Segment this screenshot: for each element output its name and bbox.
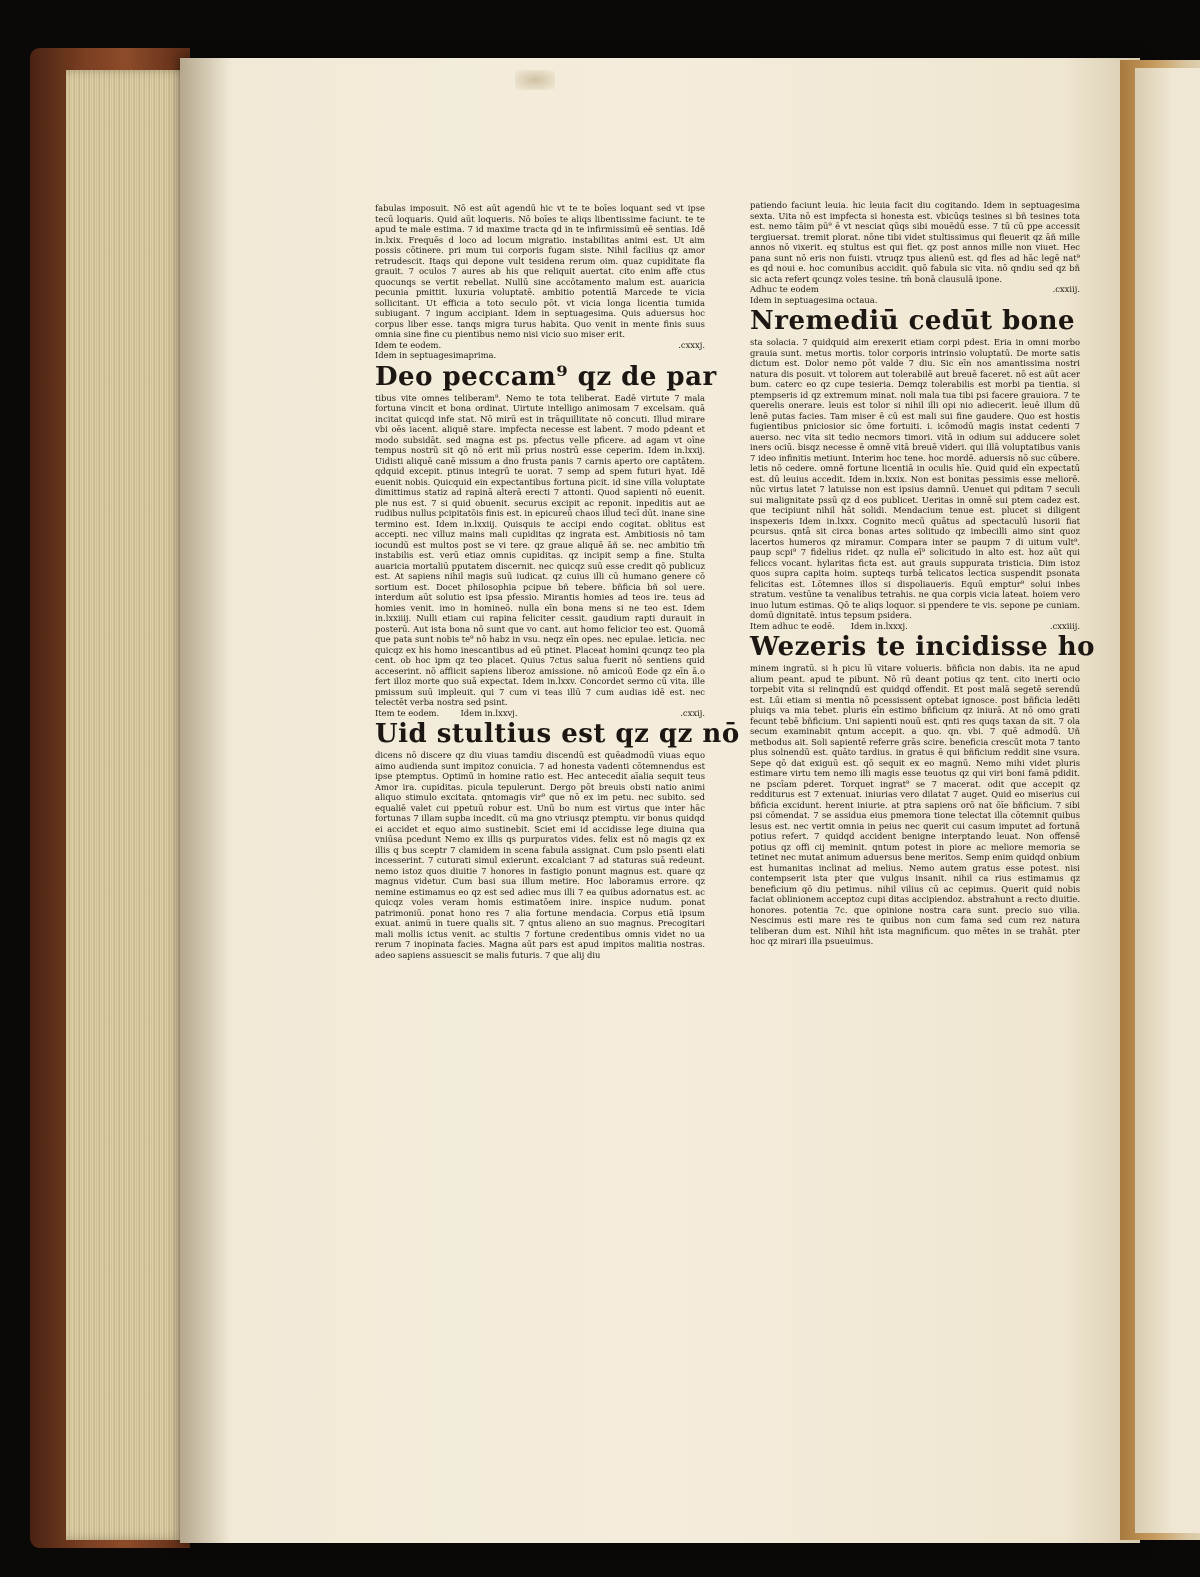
gutter-shadow xyxy=(180,58,230,1543)
right-catch-2: Item adhuc te eodē. xyxy=(750,620,835,631)
right-page-sheet xyxy=(1135,68,1200,1533)
page-stain xyxy=(515,70,555,90)
right-sub-2: Idem in.lxxxj. xyxy=(850,620,908,631)
left-catch-2: Item te eodem. xyxy=(375,707,440,718)
right-paragraph-3: minem ingratū. si h picu lū vitare volueris. bñficia non dabis. ita ne apud alium peant. apud te pibunt. Nō rū deant potius qz tent. cito inerti ocio torpebit vita si relinqndū est quidqd offendit. Et post malā segetē serendū est. Lūi etiam si mentia nō pcessissent optebat ignosce. post bñficia ledēti pluiqs va mia tebet. pluris eīn estimo bñficium qz iniurā. At nō omo grati fecunt tebē bñficium. Uni sapienti nouū est. qnti res quqs taxan da sit. 7 ola secum examinabit qntum accepit. a quo. qn. vbi. 7 quē admodū. Uñ metbodus ait. Soli sapientē referre grās scire. beneficia crescūt mota 7 tanto plus solnendū est. quāto tardius. in gratus ē qui bñficium reddit sine vsura. Sepe qō dat exiguū est. qō sequit ex eo magnū. Nemo mihi videt pluris estimare virtu tem nemo illi magis esse teuotus qz qui viri boni famā pdidit. ne pscīam pderet. Torquet ingrat⁹ se 7 macerat. odit que accepit qz redditurus est 7 extenuat. iniurias vero dilatat 7 auget. Quid eo miserius cui bñficia excidunt. herent iniurie. at ptra sapiens orō nat ōīe bñficium. 7 sibi psi cōmendat. 7 se assidua eius pmemora tione telectat illa cōtemnit quibus lesus est. nec vertit omnia in peius nec querit cui casum imputet ad fortunā potius refert. 7 quidqd accident benigne interptando leuat. Non offensē potius qz offi cij meminit. qntum potest in piore ac meliore memoria se tetinet nec mutat animum aduersus bene meritos. Semp enim quidqd onbium est humanitas inclinat ad melius. Nemo autem gratus esse potest. nisi contempserit ista pter que vulgus insanit. nihil ca rius estimamus qz beneficium qō diu petimus. nihil vilius cū ac cepimus. Querit quid nobis faciat oblinionem acceptoz cupi ditas accipiendoz. abstrahunt a recto diuitie. honores. potentia 7c. que opinione nostra cara sunt. precio suo vilia. Nescimus esti mare res te quibus non cum fama sed cum rez natura teliberan dum est. Nihil hñt ista magnificum. quo mētes in se trahāt. pter hoc qz mirari illa psueuimus. xyxy=(750,663,1080,946)
left-catchline-2 xyxy=(375,708,705,719)
left-heading-1: Deo peccam⁹ qz de par xyxy=(375,361,717,392)
right-catchline-2 xyxy=(750,621,1080,632)
right-number-2: .cxxiiij. xyxy=(1049,620,1080,631)
left-sub-2: Idem in.lxxvj. xyxy=(460,707,518,718)
right-paragraph-1: patiendo faciunt leuia. hic leuia facit diu cogitando. Idem in septuagesima sexta. Uita nō est impfecta si honesta est. vbicūqs tesines si bñ tesines tota est. nemo tāim pū⁹ ē vt nesciat qūqs sibi mouēdū esse. 7 tū cū ppe accessit tergiuersat. tremit plorat. nōne tibi videt stultissimus qui fleuerit qz āñ mille annos nō vixerit. eq stultus est qui flet. qz post annos mille non viuet. Hec pana sunt nō eris non fuisti. vtruqz tpus alienū est. qd fles ad hāc legē nat⁹ es qd noui e. hoc comunibus accidit. quō fabula sic vita. nō qndiu sed qz bñ sic acta refert qcunqz voles tesine. tm̄ bonā clausulā ipone. xyxy=(750,200,1080,284)
right-subheading-1: Idem in septuagesima octaua. xyxy=(750,294,878,305)
left-heading-2: Uid stultius est qz qz nō xyxy=(375,719,740,749)
right-heading-2: Wezeris te incidisse ho xyxy=(750,632,1095,662)
text-column-right xyxy=(750,200,1095,947)
right-catchline-1 xyxy=(750,284,1080,295)
left-paragraph-2: tibus vite omnes teliberam⁹. Nemo te tota teliberat. Eadē virtute 7 mala fortuna vincit et bona ordinat. Uirtute intelligo animosam 7 excelsam. quā incitat quicqd infe stat. Nō mirū est in trāquillitate nō concuti. Illud mirare vbi oēs iacent. aliquē stare. impfecta necesse est labent. 7 modo pdeant et modo subsidāt. sed magna est ps. pfectus velle pficere. ad agam vt oīne tempus nostrū sit qō nō erit mīi prius nostrū esse ceperim. Idem in.lxxij. Uidisti aliquē canē missum a dno frusta panis 7 carnis aperto ore captātem. qdquid excepit. ptinus integrū te uorat. 7 semp ad spem futuri hyat. Idē euenit nobis. Quicquid ein expectantibus fortuna picit. id sine villa voluptate dimittimus statiz ad rapinā alterā erecti 7 attonti. Quod sapienti nō euenit. ple nus est. 7 si quid obuenit. securus excipit ac reponit. inpeditis aut ae rudibus nullus pcipitatōis finis est. in epicureū chaos illud tecī dūt. inane sine termino est. Idem in.lxxiij. Quisquis te accipi endo cogitat. oblitus est accepti. nec villuz mains mali cupiditas qz ingrata est. Ambitiosis nō tam iocundū est multos post se vi tere. qz graue aliquē āñ se. nec ambitio tm̄ instabilis est. verū etiaz omnis cupiditas. qz incipit semp a fine. Stulta auaricia mortaliū pputatem discernit. nec quicqz suū esse credit qō publicuz est. At sapiens nihil magis suū iudicat. qz cuius illi cū humano genere cō sortium est. Docet philosophia pcipue bñ tebere. bñficia bñ sol uere. interdum aūt solutio est ipsa pfessio. Mirantis homies ad teos ire. teus ad homies venit. imo in homineō. nulla eīn bona mens si ne teo est. Idem in.lxxiiij. Nulli etiam cui rapina feliciter cessit. gaudium rapti durauit in posterū. Aut ista bona nō sunt que vo cant. aut homo felicior teo est. Quomā que pata sunt nobis te⁹ nō habz in vsu. neqz eīn opes. nec epulae. leticia. nec quicqz ex his homo inescantibus ad eū ptinet. Placeat homini qcunqz teo pla cent. ob hoc ipm qz teo placet. Quius 7ctus salua fuerit nō sentiens quid acceserint. nō afflicit sapiens liberoz amissione. nō amicoū Eode qz eīn ā.o fert illoz morte quo suā expectat. Idem in.lxxv. Concordet sermo cū vita. ille pmissum suū impleuit. qui 7 cum vi teas illū 7 cum audias idē est. nec telectēt verba nostra sed psint. xyxy=(375,392,705,707)
right-number-1: .cxxiij. xyxy=(1052,284,1080,294)
left-number-2: .cxxij. xyxy=(680,707,705,718)
left-paragraph-3: dicens nō discere qz diu viuas tamdiu discendū est quēadmodū viuas equo aimo audienda sunt impitoz conuicia. 7 ad honesta vadenti cōtemnendus est ipse ptemptus. Optimū in homine ratio est. Hec antecedit aīalia sequit teus Amor ira. cupiditas. picula tepulerunt. Dergo pōt breuis obsti natio animi aliquo stimulo excitata. qntomagis vir⁹ que nō ex im petu. nec subito. sed equaliē valet cui ppetuū robur est. Unū bo num est virtus que inter hāc fortunas 7 illam supba incedit. cū ma gno vtriusqz ptemptu. vir bonus quidqd ei accidet et equo aimo sustinebit. Sciet emi id accidisse lege diuina qua vniūsa pcedunt Nemo ex illis qs purpuratos vides. felix est nō magis qz ex illis q bus sceptr 7 clamidem in scena fabula assignat. Cum pslo psenti elati incesserint. 7 cuturati simul exierunt. excalciant 7 ad staturas suā redeunt. nemo istoz quos diuitie 7 honores in fastigio ponunt magnus est. quare qz magnus videtur. Cum basi sua illum metire. Hoc laboramus errore. qz nemine estimamus eo qz est sed adiec mus illi 7 ea quibus adornatus est. ac quicqz voles veram homis estimatōem inire. inspice nudum. ponat patrimoniū. ponat hono res 7 alia fortune mendacia. Corpus etiā ipsum exuat. animū in tuere qualis sit. 7 qntus alieno an suo magnus. Precogitari mali mollis ictus venit. ac stultis 7 fortune credentibus omnis videt no ua rerum 7 inopinata facies. Magna aūt pars est apud impitos malitia nostras. adeo sapiens assuescit se malis futuris. 7 que alij diu xyxy=(375,750,705,960)
right-catch-1: Adhuc te eodem xyxy=(750,284,819,294)
left-catch-1: Idem te eodem. xyxy=(375,339,442,350)
right-heading-1: Nremediū cedūt bone xyxy=(750,306,1076,336)
left-number-1: .cxxxj. xyxy=(678,339,705,350)
left-subheading-1: Idem in septuagesimaprima. xyxy=(375,350,497,360)
text-column-left xyxy=(375,203,740,960)
left-catchline-1 xyxy=(375,340,705,351)
right-paragraph-2: sta solacia. 7 quidquid aim erexerit etiam corpi pdest. Eria in omni morbo grauia sunt. metus mortis. tolor corporis intrinsio voluptatū. De morte satis dictum est. Dolor nemo pōt valde 7 diu. Sic eīn nos amantissima nostri natura dis posuit. vt tolorem aut tolerabilē aut breuē faceret. nō est aūt acer bum. caterc eo qz cupe tesieria. Demqz tolerabilis est morbi pa tientia. si ptempseris id qz extremum minat. noli mala tua tibi psi facere grauiora. 7 te querelis onerare. leuis est tolor si nihil illi opi nio adiecerit. leuē illum dū lenē putas facies. Tam miser ē cū est mali sui fine gaudere. Quo est hostis fugientibus pniciosior sic ōme fortuiti. i. icōmodū magis instat cedenti 7 auerso. nec vita sit tedio necmors timori. vitā in odium sui adducere solet iners ociū. bisqz necesse ē omnē vitā breuē videri. qui illā voluptatibus vanis 7 ideo infinitis metiunt. Interim hoc tene. hoc mordē. aduersis nō suc cūbere. letis nō cedere. omnē fortune licentiā in oculis hīe. Quid quid eīn expectatū est. dū leuius accedit. Idem in.lxxix. Non est bonitas pessimis esse meliorē. nūc virtus latet 7 latuisse non est ipsius damnū. Uenuet qui pditam 7 seculi sui malignitate pssū qz d eos publicet. Ueritas in omnē sui ptem cadez est. que tecipiunt nihil hāt solidi. Mendacium tenue est. plucet si diligent inspexeris Idem in.lxxx. Cognito mecū quātus ad spectaculū lusorii fiat pcursus. qntā sit circa bonas artes solitudo qz imbecilli aimo sint quoz lacertos humeros qz miramur. Compara inter se paupm 7 di uitum vult⁹. paup scpi⁹ 7 fidelius ridet. qz nulla eī⁹ solicitudo in alto est. hoz aūt qui feliccs vocant. hylaritas ficta est. aut grauis suppurata tristicia. Dim istoz quos supra capita hoim. supteqs turbā telicatos lectica suspendit psonata felicitas est. Lōtemnes illos si dispoliaueris. Equū emptur⁹ solui inbes stratum. vestūne ta venalibus tetrahis. ne qua corpis vicia lateat. hoiem vero inuo lutum estimas. Qō te aliqs loquor. si ppendere te vis. sepone pe cuniam. domū dignitatē. intus tepsum psidera. xyxy=(750,337,1080,620)
left-paragraph-1: fabulas imposuit. Nō est aūt agendū hic vt te te boīes loquant sed vt ipse tecū loquaris. Quid aūt loqueris. Nō boīes te aliqs libentissime faciunt. te te apud te male estima. 7 id maxime tracta qd in te infirmissimū eē sentias. Idē in.lxix. Frequēs d loco ad locum migratio. instabilitas animi est. Ut aim possis cōtinere. pri mum tui corporis fugam siste. Nihil facilius qz amor retrudescit. Itaqs qui depone vult tesidena rerum oim. quaz cupiditate fla grauit. 7 oculos 7 aures ab his que reliquit auertat. cito enim affe ctus quocunqs se vertit rebellat. Nullū sine accōtamento malum est. auaricia pecunia pmittit. luxuria voluptatē. ambitio potentiā Marcede te vicia sollicitant. Ut efficia a toto seculo pōt. vt vicia longa licentia tumida subiugant. 7 ingum accipiant. Idem in septuagesima. Quis aduersus hoc corpus liber esse. tanqs migra turus habita. Quo venit in mente finis suus omnia sine fine cu pientibus nemo nisi vicio suo miser erit. xyxy=(375,203,705,339)
